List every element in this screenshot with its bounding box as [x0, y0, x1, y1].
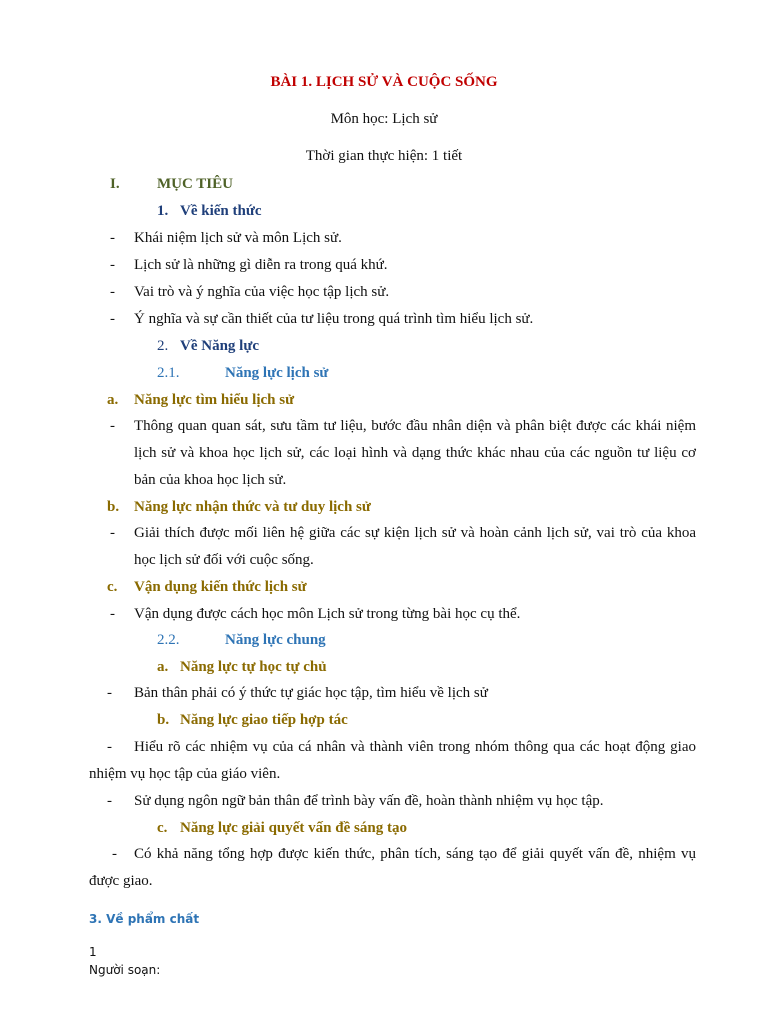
list-item: Vai trò và ý nghĩa của việc học tập lịch sử. [134, 284, 390, 300]
subsubsection-number: 2.1. [157, 365, 180, 381]
item-label: b. [107, 499, 120, 515]
paragraph-line: bản của khoa học lịch sử. [134, 472, 287, 488]
subsubsection-heading: Năng lực chung [225, 632, 326, 648]
list-item: Khái niệm lịch sử và môn Lịch sử. [134, 230, 342, 246]
duration-line: Thời gian thực hiện: 1 tiết [305, 148, 463, 164]
item-heading: Năng lực giải quyết vấn đề sáng tạo [180, 820, 407, 836]
item-heading: Năng lực tự học tự chủ [180, 659, 327, 675]
paragraph-line: Giải thích được mối liên hệ giữa các sự kiện lịch sử và hoàn cảnh lịch sử, vai trò của khoa [134, 525, 696, 541]
paragraph-line: Sử dụng ngôn ngữ bản thân để trình bày vấn đề, hoàn thành nhiệm vụ học tập. [134, 793, 604, 809]
list-item: Ý nghĩa và sự cần thiết của tư liệu trong quá trình tìm hiểu lịch sử. [134, 311, 534, 327]
item-label: a. [157, 659, 169, 675]
section-heading: MỤC TIÊU [157, 176, 233, 192]
paragraph-line: lịch sử và khoa học lịch sử, các loại hình và dạng thức khác nhau của các nguồn tư liệu cơ [134, 445, 696, 461]
item-label: b. [157, 712, 170, 728]
bullet: - [110, 525, 115, 541]
subsection-heading: Về kiến thức [180, 203, 262, 219]
bullet: - [110, 230, 115, 246]
paragraph-line: Bản thân phải có ý thức tự giác học tập, tìm hiểu về lịch sử [134, 685, 488, 701]
item-label: c. [107, 579, 118, 595]
page-number: 1 [89, 945, 97, 959]
paragraph-line: Thông quan quan sát, sưu tầm tư liệu, bước đầu nhân diện và phân biệt được các khái niệm [134, 418, 696, 434]
subsection-heading: Về Năng lực [180, 338, 259, 354]
paragraph-line: Có khả năng tổng hợp được kiến thức, phân tích, sáng tạo để giải quyết vấn đề, nhiệm vụ [134, 846, 696, 862]
paragraph-line: được giao. [89, 873, 153, 889]
bullet: - [107, 739, 112, 755]
bullet: - [110, 284, 115, 300]
item-heading: Năng lực tìm hiểu lịch sử [134, 392, 295, 408]
bullet: - [110, 257, 115, 273]
section-number: I. [110, 176, 120, 192]
paragraph-line: nhiệm vụ học tập của giáo viên. [89, 766, 281, 782]
bullet: - [112, 846, 117, 862]
lesson-title: BÀI 1. LỊCH SỬ VÀ CUỘC SỐNG [270, 74, 498, 90]
subsubsection-heading: Năng lực lịch sử [225, 365, 329, 381]
subsection-number: 1. [157, 203, 169, 219]
list-item: Lịch sử là những gì diễn ra trong quá khứ. [134, 257, 388, 273]
bullet: - [110, 606, 115, 622]
paragraph-line: Hiểu rõ các nhiệm vụ của cá nhân và thành viên trong nhóm thông qua các hoạt động giao [134, 739, 696, 755]
item-heading: Vận dụng kiến thức lịch sử [134, 579, 307, 595]
item-label: a. [107, 392, 119, 408]
bullet: - [107, 793, 112, 809]
paragraph-line: học lịch sử đối với cuộc sống. [134, 552, 314, 568]
section-heading-qualities: 3. Về phẩm chất [89, 912, 200, 926]
bullet: - [107, 685, 112, 701]
paragraph-line: Vận dụng được cách học môn Lịch sử trong từng bài học cụ thể. [134, 606, 521, 622]
item-label: c. [157, 820, 168, 836]
subsection-number: 2. [157, 338, 169, 354]
subsubsection-number: 2.2. [157, 632, 180, 648]
author-label: Người soạn: [89, 963, 161, 977]
bullet: - [110, 311, 115, 327]
subject-line: Môn học: Lịch sử [330, 111, 438, 127]
item-heading: Năng lực giao tiếp hợp tác [180, 712, 348, 728]
item-heading: Năng lực nhận thức và tư duy lịch sử [134, 499, 371, 515]
bullet: - [110, 418, 115, 434]
